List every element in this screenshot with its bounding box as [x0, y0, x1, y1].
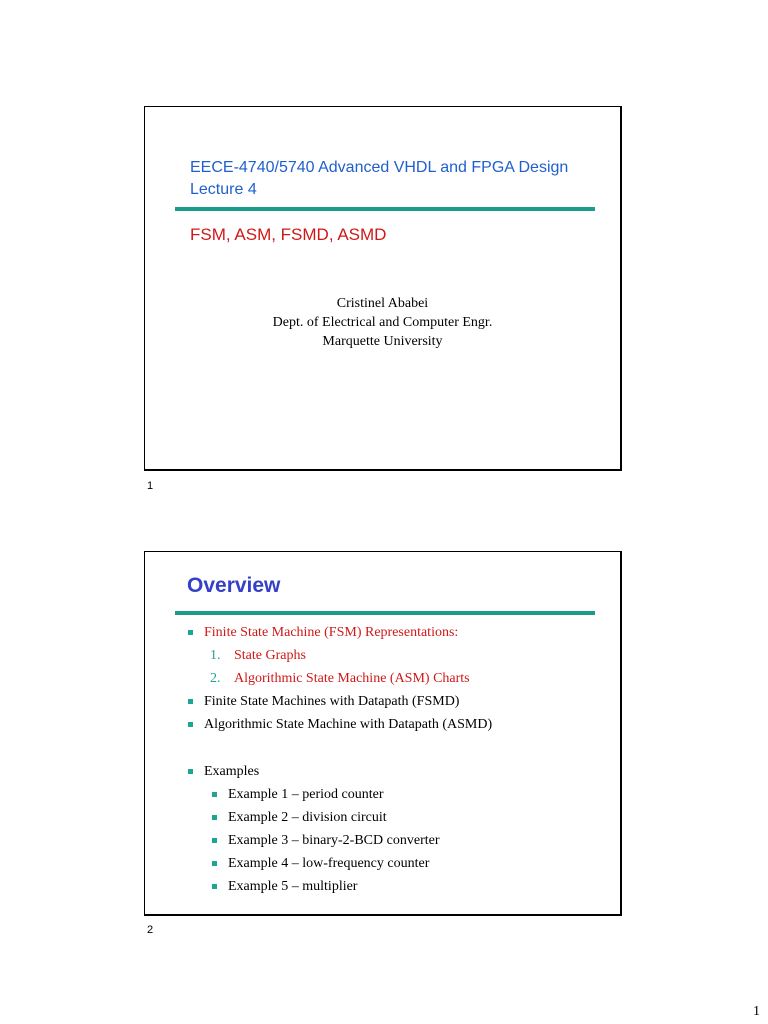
- bullet-icon: [212, 861, 217, 866]
- bullet-icon: [188, 699, 193, 704]
- lecture-subtitle: FSM, ASM, FSMD, ASMD: [190, 225, 387, 244]
- list-item-text: Finite State Machine (FSM) Representations:: [204, 625, 459, 640]
- list-item-text: Examples: [204, 764, 260, 779]
- list-item: [185, 878, 605, 901]
- list-item: [185, 693, 605, 716]
- divider: [175, 207, 595, 211]
- list-item-text: Algorithmic State Machine (ASM) Charts: [234, 671, 470, 686]
- list-item-text: Example 5 – multiplier: [228, 879, 358, 894]
- list-item-number: 2.: [210, 671, 221, 686]
- list-item-number: 1.: [210, 648, 221, 663]
- list-item-text: Example 2 – division circuit: [228, 810, 387, 825]
- list-item-text: Finite State Machines with Datapath (FSMD): [204, 694, 460, 709]
- divider: [175, 611, 595, 615]
- slide-title: Overview: [187, 574, 281, 597]
- author-dept: Dept. of Electrical and Computer Engr.: [272, 315, 493, 330]
- list-item: [185, 809, 605, 832]
- list-item: [185, 624, 605, 647]
- list-item: [185, 855, 605, 878]
- slide-number: 2: [147, 924, 154, 936]
- list-item-text: State Graphs: [234, 648, 306, 663]
- lecture-number: Lecture 4: [190, 181, 257, 198]
- list-item: [185, 647, 605, 670]
- slide-number: 1: [147, 480, 154, 492]
- bullet-icon: [188, 722, 193, 727]
- bullet-icon: [212, 884, 217, 889]
- page-number: 1: [753, 1004, 760, 1019]
- list-item: [185, 786, 605, 809]
- list-item: [185, 832, 605, 855]
- list-item-text: Example 4 – low-frequency counter: [228, 856, 430, 871]
- slide-1: [144, 106, 622, 471]
- author-name: Cristinel Ababei: [336, 296, 429, 311]
- slide-2: [144, 551, 622, 916]
- list-item-text: Algorithmic State Machine with Datapath (ASMD): [204, 717, 493, 732]
- bullet-icon: [188, 769, 193, 774]
- bullet-icon: [212, 815, 217, 820]
- bullet-icon: [212, 838, 217, 843]
- bullet-icon: [188, 630, 193, 635]
- list-item-text: Example 1 – period counter: [228, 787, 384, 802]
- list-item: [185, 763, 605, 786]
- bullet-icon: [212, 792, 217, 797]
- author-university: Marquette University: [322, 334, 443, 349]
- author-block: [145, 294, 620, 351]
- list-item-text: Example 3 – binary-2-BCD converter: [228, 833, 440, 848]
- course-title: EECE-4740/5740 Advanced VHDL and FPGA Design: [190, 159, 569, 176]
- list-item: [185, 716, 605, 739]
- list-item: [185, 670, 605, 693]
- bullet-list: [185, 624, 605, 901]
